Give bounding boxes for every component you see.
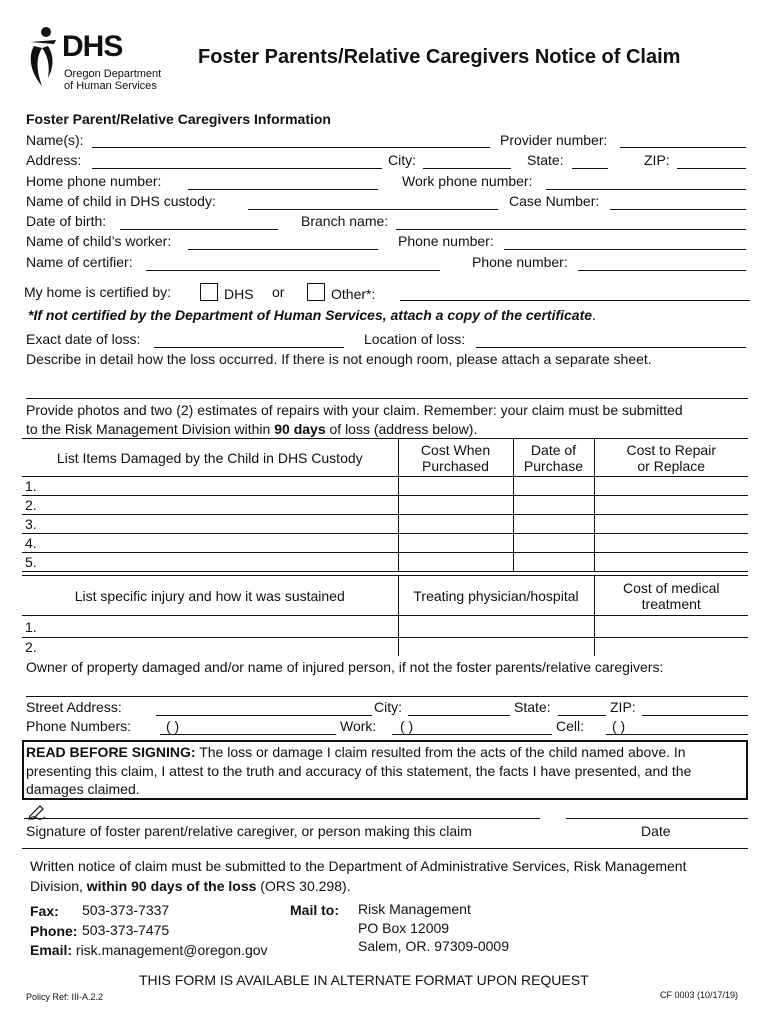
case-number-field[interactable] [610,209,746,210]
owner-work-paren: ( ) [400,718,414,734]
zip-field[interactable] [677,168,746,169]
item-row-1[interactable]: 1. [22,477,398,496]
branch-field[interactable] [396,229,746,230]
owner-label: Owner of property damaged and/or name of injured person, if not the foster parents/relative caregivers: [26,659,664,675]
photos-line2: to the Risk Management Division within 90 days of loss (address below). [26,421,478,437]
names-field[interactable] [92,147,490,148]
signing-line3: damages claimed. [26,781,140,797]
submit-line2: Division, within 90 days of the loss (ORS 30.298). [30,878,351,894]
email-link[interactable]: risk.management@oregon.gov [75,942,268,958]
owner-cell-label: Cell: [556,718,585,734]
state-label: State: [527,152,564,168]
email-line: Email: risk.management@oregon.gov [30,942,268,958]
signing-line2: presenting this claim, I attest to the truth and accuracy of this statement, the facts I have presented, and the [26,763,692,779]
injury-header-cost: Cost of medical treatment [594,576,748,616]
owner-home-phone-field[interactable] [160,734,336,735]
injury-row-2[interactable]: 2. [22,638,398,657]
items-header-cost: Cost When Purchased [398,439,513,477]
certificate-note: *If not certified by the Department of Human Services, attach a copy of the certificate. [28,307,596,323]
injury-row-1[interactable]: 1. [22,616,398,638]
other-checkbox[interactable] [307,283,325,301]
owner-state-label: State: [514,699,551,715]
photos-line1: Provide photos and two (2) estimates of repairs with your claim. Remember: your claim must be submitted [26,402,683,418]
address-label: Address: [26,152,82,168]
divider [22,848,748,849]
injury-header-physician: Treating physician/hospital [398,576,594,616]
items-header-date: Date of Purchase [513,439,594,477]
item-row-5[interactable]: 5. [22,553,398,572]
city-label: City: [388,152,416,168]
child-name-field[interactable] [248,209,498,210]
mail-line3: Salem, OR. 97309-0009 [358,938,509,954]
mail-line2: PO Box 12009 [358,920,450,936]
signature-field[interactable] [24,818,540,819]
date-field[interactable] [566,818,748,819]
zip-label: ZIP: [644,152,670,168]
items-header-list: List Items Damaged by the Child in DHS Custody [22,439,398,477]
address-field[interactable] [92,168,382,169]
dob-field[interactable] [120,229,278,230]
work-phone-label: Work phone number: [402,173,533,189]
state-field[interactable] [572,168,608,169]
loss-location-label: Location of loss: [364,331,466,347]
owner-street-field[interactable] [156,715,372,716]
worker-phone-label: Phone number: [398,233,494,249]
dhs-checkbox[interactable] [200,283,218,301]
worker-phone-field[interactable] [504,249,746,250]
owner-home-paren: ( ) [166,718,180,734]
owner-cell-phone-field[interactable] [606,734,748,735]
owner-phones-label: Phone Numbers: [26,718,132,734]
owner-street-label: Street Address: [26,699,122,715]
item-row-4[interactable]: 4. [22,534,398,553]
owner-zip-field[interactable] [642,715,748,716]
phone-label: Phone: [30,923,78,939]
worker-field[interactable] [188,249,378,250]
owner-zip-label: ZIP: [610,699,636,715]
dob-label: Date of birth: [26,213,107,229]
item-row-3[interactable]: 3. [22,515,398,534]
worker-label: Name of child’s worker: [26,233,172,249]
item-row-2[interactable]: 2. [22,496,398,515]
page-title: Foster Parents/Relative Caregivers Notice of Claim [198,46,681,68]
signature-label: Signature of foster parent/relative caregiver, or person making this claim [26,823,472,839]
dhs-logo-figure-icon [26,26,66,88]
other-field[interactable] [400,300,750,301]
dhs-option-label: DHS [224,286,254,302]
logo-line2: of Human Services [64,80,157,92]
certifier-label: Name of certifier: [26,254,133,270]
loss-date-label: Exact date of loss: [26,331,141,347]
owner-field[interactable] [26,696,748,697]
date-label: Date [641,823,671,839]
injury-table [22,575,748,656]
other-option-label: Other*: [331,286,376,302]
owner-cell-paren: ( ) [612,718,626,734]
injury-header-list: List specific injury and how it was sustained [22,576,398,616]
certified-by-label: My home is certified by: [24,284,172,300]
describe-field[interactable] [26,398,748,399]
or-label: or [272,284,285,300]
owner-work-label: Work: [340,718,377,734]
child-name-label: Name of child in DHS custody: [26,193,216,209]
provider-field[interactable] [620,147,746,148]
certifier-field[interactable] [146,270,440,271]
logo-org: DHS [62,30,123,63]
provider-label: Provider number: [500,132,608,148]
items-table [22,438,748,572]
signing-line1: READ BEFORE SIGNING: The loss or damage I claim resulted from the acts of the child named above. In [26,744,686,760]
certifier-phone-field[interactable] [578,270,746,271]
home-phone-label: Home phone number: [26,173,162,189]
phone-value: 503-373-7475 [82,922,170,938]
names-label: Name(s): [26,132,84,148]
certifier-phone-label: Phone number: [472,254,568,270]
alternate-format-note: THIS FORM IS AVAILABLE IN ALTERNATE FORMAT UPON REQUEST [139,972,589,988]
home-phone-field[interactable] [188,189,378,190]
owner-city-label: City: [374,699,402,715]
mail-line1: Risk Management [358,901,471,917]
mail-label: Mail to: [290,902,339,918]
branch-label: Branch name: [301,213,389,229]
policy-ref: Policy Ref: III-A.2.2 [26,992,104,1002]
owner-work-phone-field[interactable] [392,734,552,735]
describe-label: Describe in detail how the loss occurred. If there is not enough room, please attach a separate sheet. [26,351,652,367]
work-phone-field[interactable] [546,189,746,190]
case-number-label: Case Number: [509,193,600,209]
form-number: CF 0003 (10/17/19) [660,990,739,1000]
city-field[interactable] [423,168,511,169]
owner-city-field[interactable] [408,715,510,716]
submit-line1: Written notice of claim must be submitted to the Department of Administrative Services, Risk Management [30,858,687,874]
items-header-repair: Cost to Repair or Replace [594,439,748,477]
loss-location-field[interactable] [476,347,746,348]
logo-line1: Oregon Department [64,68,162,80]
loss-date-field[interactable] [154,347,344,348]
owner-state-field[interactable] [558,715,606,716]
fax-label: Fax: [30,903,59,919]
fax-value: 503-373-7337 [82,902,170,918]
section-heading: Foster Parent/Relative Caregivers Information [26,111,331,127]
